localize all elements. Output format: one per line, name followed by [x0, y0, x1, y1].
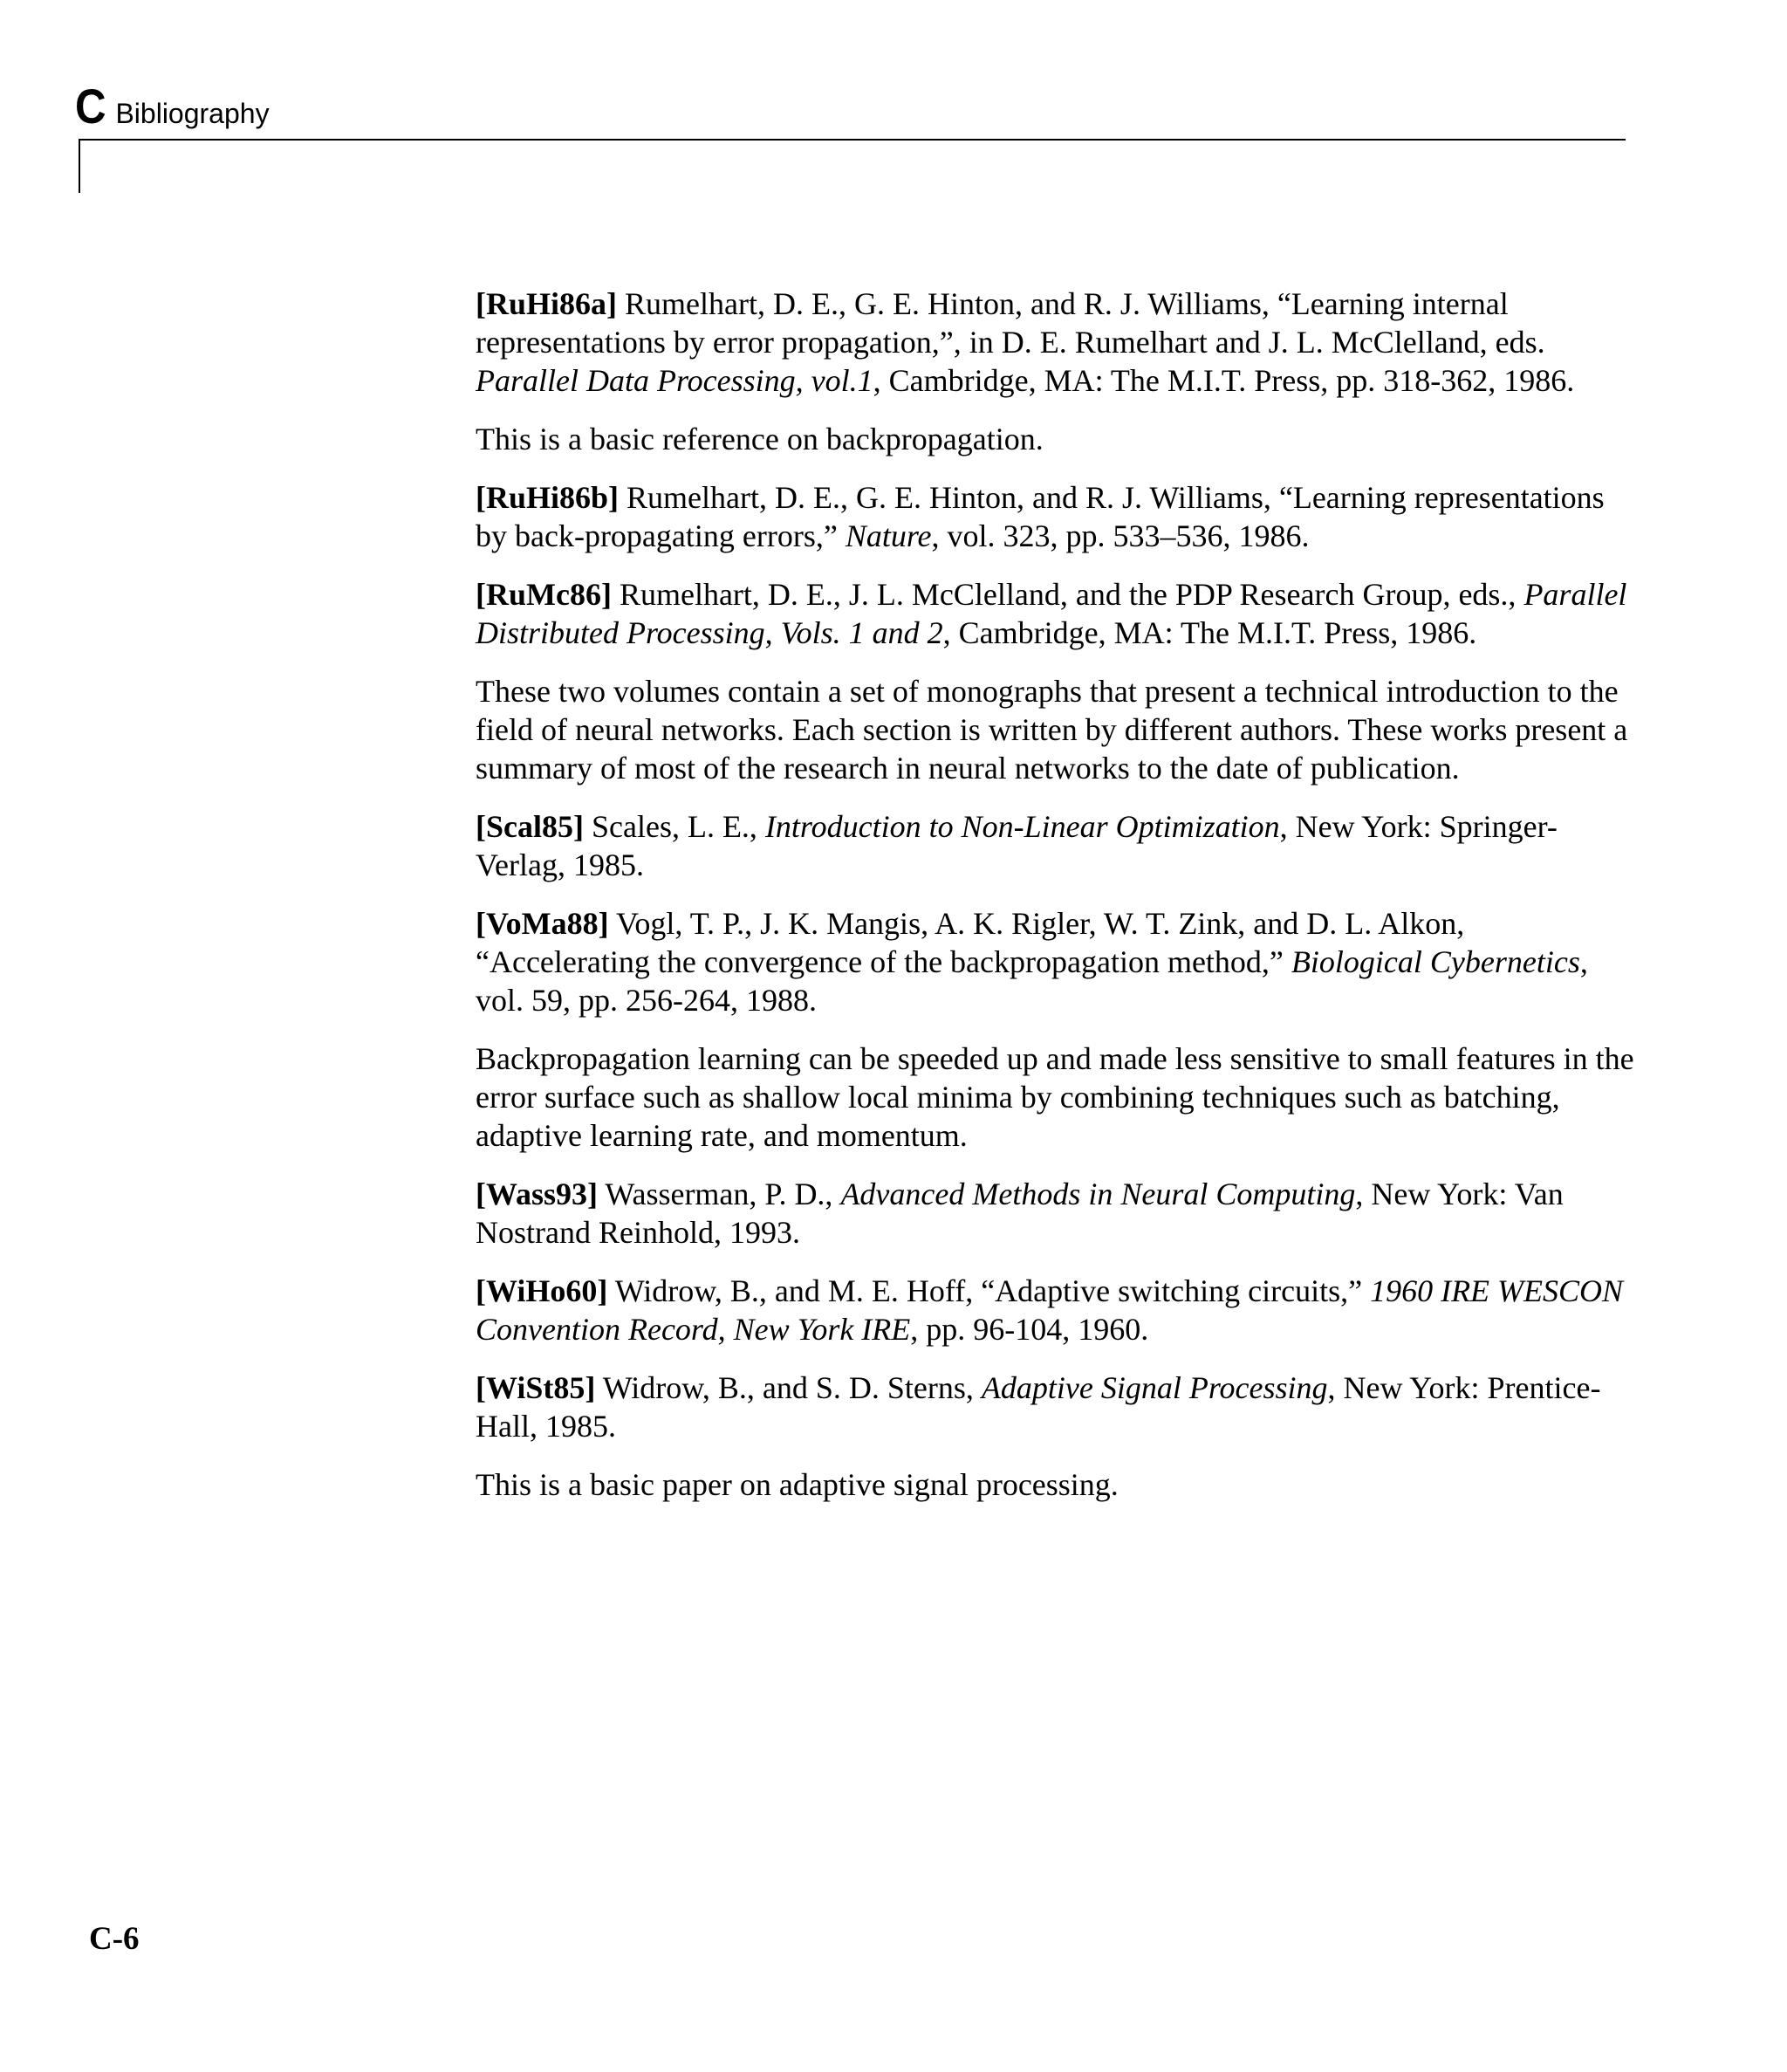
- reference-text: Rumelhart, D. E., G. E. Hinton, and R. J. Williams, “Learning internal representations by error propagation,”, in D. E. Rumelhart and J. L. McClelland, eds.: [476, 286, 1545, 360]
- reference-title: Advanced Methods in Neural Computing: [840, 1177, 1356, 1211]
- reference-text: , New York: Prentice-Hall, 1985.: [476, 1370, 1601, 1444]
- reference-key: [RuMc86]: [476, 577, 612, 612]
- reference-text: Widrow, B., and S. D. Sterns,: [595, 1370, 982, 1405]
- reference-title: Parallel Data Processing, vol.1: [476, 363, 873, 398]
- reference-key: [VoMa88]: [476, 906, 609, 941]
- reference-title: Nature: [845, 518, 932, 553]
- reference-key: [Wass93]: [476, 1177, 599, 1211]
- reference-text: , vol. 323, pp. 533–536, 1986.: [931, 518, 1310, 553]
- reference-key: [RuHi86b]: [476, 480, 620, 515]
- reference-text: , vol. 59, pp. 256-264, 1988.: [476, 944, 1588, 1018]
- header-rule: [79, 139, 1626, 141]
- reference-note: Backpropagation learning can be speeded up and made less sensitive to small features in the error surface such as shallow local minima by combining techniques such as batching, adaptive learning rate, and momentum.: [476, 1041, 1634, 1153]
- reference-entry: [476, 904, 1636, 1019]
- reference-text: Rumelhart, D. E., J. L. McClelland, and the PDP Research Group, eds.,: [611, 577, 1524, 612]
- reference-title: Introduction to Non-Linear Optimization: [764, 809, 1280, 844]
- reference-key: [Scal85]: [476, 809, 584, 844]
- running-header: [75, 80, 270, 133]
- reference-note: This is a basic paper on adaptive signal processing.: [476, 1467, 1119, 1502]
- reference-note: This is a basic reference on backpropagation.: [476, 422, 1044, 456]
- reference-key: [RuHi86a]: [476, 286, 617, 321]
- reference-text: , Cambridge, MA: The M.I.T. Press, pp. 318-362, 1986.: [873, 363, 1575, 398]
- reference-text: Scales, L. E.,: [583, 809, 765, 844]
- reference-entry: [476, 575, 1636, 652]
- reference-title: Parallel Distributed Processing, Vols. 1 and 2: [476, 577, 1627, 650]
- reference-entry: [476, 807, 1636, 884]
- reference-title: Adaptive Signal Processing: [981, 1370, 1328, 1405]
- reference-title: 1960 IRE WESCON Convention Record, New York IRE: [476, 1273, 1624, 1347]
- reference-title: Biological Cybernetics: [1291, 944, 1580, 979]
- reference-key: [WiSt85]: [476, 1370, 596, 1405]
- reference-entry: [476, 1175, 1636, 1252]
- bibliography-list: [476, 285, 1636, 1524]
- reference-text: , New York: Van Nostrand Reinhold, 1993.: [476, 1177, 1564, 1250]
- reference-note: These two volumes contain a set of monographs that present a technical introduction to the field of neural networks. Each section is written by different authors. These works present a summary of most of the research in neural networks to the date of publication.: [476, 674, 1628, 786]
- reference-entry: [476, 1272, 1636, 1348]
- page-number: C-6: [89, 1921, 140, 1957]
- reference-text: , Cambridge, MA: The M.I.T. Press, 1986.: [942, 615, 1477, 650]
- reference-text: Vogl, T. P., J. K. Mangis, A. K. Rigler, W. T. Zink, and D. L. Alkon, “Accelerating the convergence of the backpropagation method,”: [476, 906, 1465, 979]
- reference-text: , pp. 96-104, 1960.: [910, 1312, 1149, 1347]
- header-corner-rule: [79, 139, 80, 193]
- reference-key: [WiHo60]: [476, 1273, 608, 1308]
- reference-text: Wasserman, P. D.,: [598, 1177, 841, 1211]
- reference-text: , New York: Springer-Verlag, 1985.: [476, 809, 1558, 882]
- reference-text: Widrow, B., and M. E. Hoff, “Adaptive switching circuits,”: [607, 1273, 1371, 1308]
- reference-text: Rumelhart, D. E., G. E. Hinton, and R. J. Williams, “Learning representations by back-propagating errors,”: [476, 480, 1605, 553]
- reference-entry: [476, 285, 1636, 400]
- reference-entry: [476, 478, 1636, 555]
- reference-entry: [476, 1369, 1636, 1445]
- chapter-letter: C: [75, 79, 106, 134]
- chapter-title: Bibliography: [115, 98, 270, 129]
